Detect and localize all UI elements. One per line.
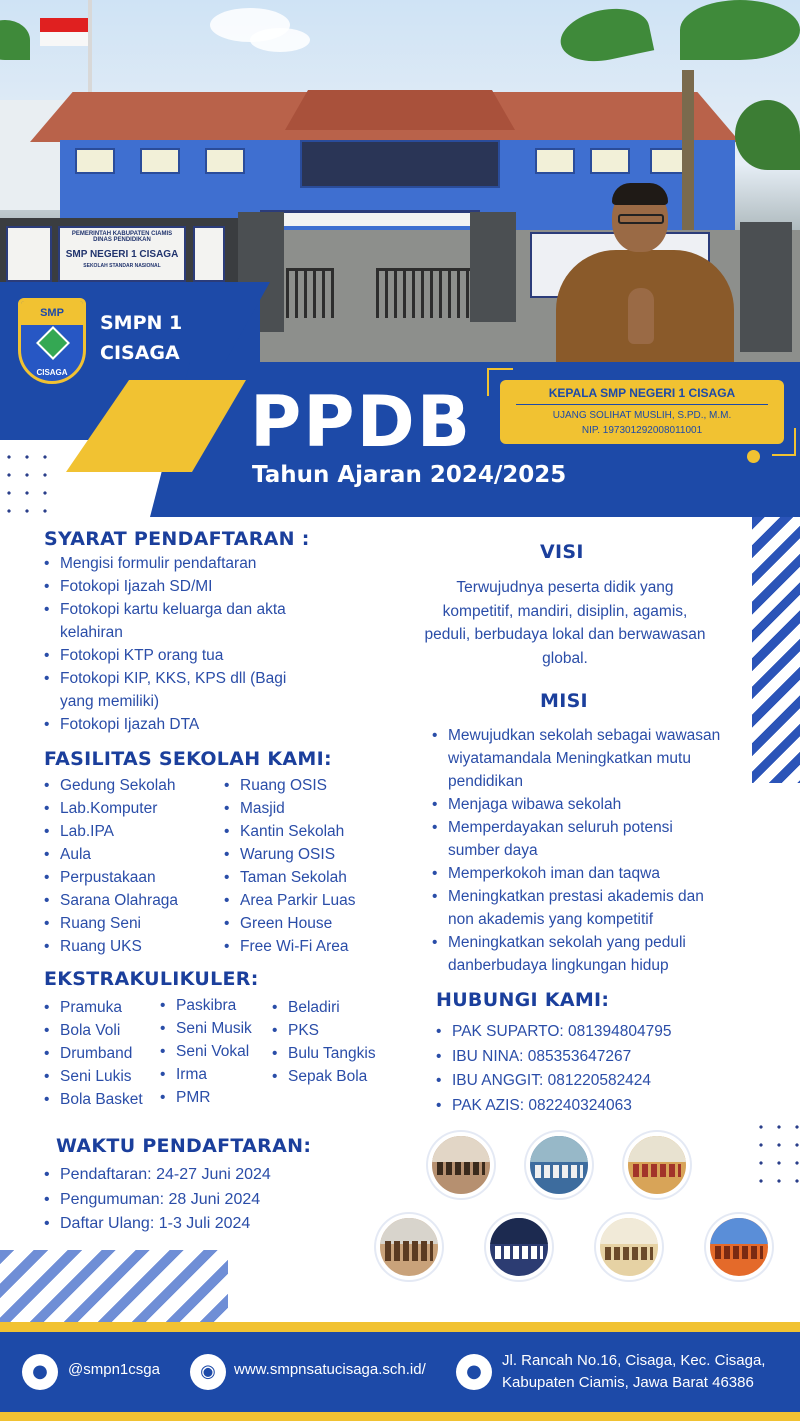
page-title: PPDB xyxy=(250,381,473,463)
list-item: • Lab.Komputer xyxy=(44,797,224,820)
window xyxy=(75,148,115,174)
list-item: • Beladiri xyxy=(272,996,400,1019)
list-item: • Fotokopi kartu keluarga dan akta kelahiran xyxy=(44,598,304,644)
palm-leaf xyxy=(556,1,654,69)
flag-red xyxy=(40,18,88,32)
sign-line4: SEKOLAH STANDAR NASIONAL xyxy=(83,263,161,269)
list-item: • Meningkatkan prestasi akademis dan non akademis yang kompetitif xyxy=(432,885,722,931)
list-item: • Bulu Tangkis xyxy=(272,1042,400,1065)
list-item: • PKS xyxy=(272,1019,400,1042)
list-item: • Pramuka xyxy=(44,996,162,1019)
roof-center xyxy=(285,90,515,130)
gate xyxy=(376,268,470,318)
school-name-line2: CISAGA xyxy=(100,342,180,364)
footer-accent xyxy=(0,1412,800,1421)
list-item: • Mewujudkan sekolah sebagai wawasan wiyatamandala Meningkatkan mutu pendidikan xyxy=(432,724,722,793)
school-logo xyxy=(18,298,86,384)
palm-leaf xyxy=(0,20,30,60)
ekstra-list-3 xyxy=(272,996,400,1088)
visi-text: Terwujudnya peserta didik yang kompetitif, mandiri, disiplin, agamis, peduli, berbudaya lokal dan berwawasan global. xyxy=(424,579,706,667)
list-item: • Taman Sekolah xyxy=(224,866,404,889)
list-item: • Seni Vokal xyxy=(160,1040,272,1063)
list-item: • Seni Musik xyxy=(160,1017,272,1040)
list-item: • Pengumuman: 28 Juni 2024 xyxy=(44,1188,344,1213)
academic-year: Tahun Ajaran 2024/2025 xyxy=(252,462,567,488)
list-item: • Perpustakaan xyxy=(44,866,224,889)
syarat-list xyxy=(44,552,304,736)
list-item: • Ruang UKS xyxy=(44,935,224,958)
syarat-heading: SYARAT PENDAFTARAN : xyxy=(44,528,310,550)
list-item: • Ruang Seni xyxy=(44,912,224,935)
contact-list xyxy=(436,1020,736,1118)
gate-pillar xyxy=(470,212,516,322)
principal-role: KEPALA SMP NEGERI 1 CISAGA xyxy=(548,386,736,400)
school-name-line1: SMPN 1 xyxy=(100,312,183,334)
waktu-heading: WAKTU PENDAFTARAN: xyxy=(56,1135,312,1157)
sign-line1: PEMERINTAH KABUPATEN CIAMIS xyxy=(71,231,173,237)
ekstra-list-2 xyxy=(160,994,272,1109)
list-item: • Bola Voli xyxy=(44,1019,162,1042)
sign-emblem xyxy=(193,226,225,282)
list-item: • Free Wi-Fi Area xyxy=(224,935,404,958)
list-item: • Memperdayakan seluruh potensi sumber daya xyxy=(432,816,722,862)
list-item: • Pendaftaran: 24-27 Juni 2024 xyxy=(44,1163,344,1188)
window xyxy=(140,148,180,174)
activity-photo xyxy=(526,1132,592,1198)
list-item: • Daftar Ulang: 1-3 Juli 2024 xyxy=(44,1212,344,1237)
dot-pattern xyxy=(0,448,48,518)
list-item: • Drumband xyxy=(44,1042,162,1065)
gate xyxy=(286,268,334,318)
activity-photo xyxy=(706,1214,772,1280)
list-item: • Green House xyxy=(224,912,404,935)
list-item: • Sarana Olahraga xyxy=(44,889,224,912)
principal-name: UJANG SOLIHAT MUSLIH, S.PD., M.M. xyxy=(552,410,732,421)
footer-accent xyxy=(0,1322,800,1332)
list-item: • Masjid xyxy=(224,797,404,820)
list-item: • Meningkatkan sekolah yang peduli danberbudaya lingkungan hidup xyxy=(432,931,722,977)
instagram-icon: ● xyxy=(22,1354,58,1390)
canopy xyxy=(260,210,480,226)
hubungi-heading: HUBUNGI KAMI: xyxy=(436,989,610,1011)
contact-item: • IBU NINA: 085353647267 xyxy=(436,1045,736,1070)
list-item: • Menjaga wibawa sekolah xyxy=(432,793,722,816)
fasilitas-list-left xyxy=(44,774,224,958)
fasilitas-list-right xyxy=(224,774,404,958)
contact-item: • PAK SUPARTO: 081394804795 xyxy=(436,1020,736,1045)
list-item: • Paskibra xyxy=(160,994,272,1017)
center-window xyxy=(300,140,500,188)
list-item: • Fotokopi KTP orang tua xyxy=(44,644,304,667)
address-line1: Jl. Rancah No.16, Cisaga, Kec. Cisaga, xyxy=(502,1352,766,1369)
window xyxy=(205,148,245,174)
divider xyxy=(516,404,768,405)
sign-line3: SMP NEGERI 1 CISAGA xyxy=(65,249,179,260)
palm-leaf xyxy=(680,0,800,60)
school-name xyxy=(100,308,182,368)
list-item: • Seni Lukis xyxy=(44,1065,162,1088)
tree xyxy=(735,100,800,170)
address-line2: Kabupaten Ciamis, Jawa Barat 46386 xyxy=(502,1374,754,1391)
principal-card xyxy=(500,380,784,444)
principal-glasses xyxy=(618,214,664,224)
list-item: • Lab.IPA xyxy=(44,820,224,843)
contact-item: • PAK AZIS: 082240324063 xyxy=(436,1094,736,1119)
list-item: • Gedung Sekolah xyxy=(44,774,224,797)
misi-list xyxy=(432,724,722,977)
sign-emblem xyxy=(6,226,52,282)
visi-heading: VISI xyxy=(540,541,584,563)
list-item: • Irma xyxy=(160,1063,272,1086)
ekstra-list-1 xyxy=(44,996,162,1111)
window xyxy=(535,148,575,174)
fasilitas-heading: FASILITAS SEKOLAH KAMI: xyxy=(44,748,332,770)
list-item: • Bola Basket xyxy=(44,1088,162,1111)
stripe-decoration xyxy=(0,1250,228,1322)
website-link[interactable]: www.smpnsatucisaga.sch.id/ xyxy=(234,1361,426,1378)
principal-nip: NIP. 197301292008011001 xyxy=(581,425,703,436)
list-item: • Sepak Bola xyxy=(272,1065,400,1088)
globe-icon: ◉ xyxy=(190,1354,226,1390)
misi-heading: MISI xyxy=(540,690,588,712)
list-item: • Ruang OSIS xyxy=(224,774,404,797)
location-pin-icon: ● xyxy=(456,1354,492,1390)
activity-photo xyxy=(624,1132,690,1198)
list-item: • Memperkokoh iman dan taqwa xyxy=(432,862,722,885)
list-item: • Kantin Sekolah xyxy=(224,820,404,843)
school-signboard xyxy=(58,226,186,282)
activity-photo xyxy=(376,1214,442,1280)
window xyxy=(590,148,630,174)
list-item: • Warung OSIS xyxy=(224,843,404,866)
waktu-list xyxy=(44,1163,344,1237)
activity-photo xyxy=(428,1132,494,1198)
principal-hands xyxy=(628,288,654,344)
logo-emblem-icon xyxy=(36,326,70,360)
list-item: • Area Parkir Luas xyxy=(224,889,404,912)
list-item: • PMR xyxy=(160,1086,272,1109)
palm-trunk xyxy=(682,70,694,230)
flag-white xyxy=(40,32,88,46)
address xyxy=(502,1350,765,1394)
activity-photo xyxy=(486,1214,552,1280)
list-item: • Fotokopi Ijazah DTA xyxy=(44,713,304,736)
list-item: • Fotokopi Ijazah SD/MI xyxy=(44,575,304,598)
sign-line2: DINAS PENDIDIKAN xyxy=(93,237,151,243)
stripe-decoration xyxy=(752,517,800,783)
list-item: • Fotokopi KIP, KKS, KPS dll (Bagi yang memiliki) xyxy=(44,667,304,713)
yellow-dot xyxy=(747,450,760,463)
contact-item: • IBU ANGGIT: 081220582424 xyxy=(436,1069,736,1094)
instagram-handle[interactable]: @smpn1csga xyxy=(68,1361,160,1378)
ekstra-heading: EKSTRAKULIKULER: xyxy=(44,968,259,990)
cloud xyxy=(250,28,310,52)
list-item: • Mengisi formulir pendaftaran xyxy=(44,552,304,575)
activity-photo xyxy=(596,1214,662,1280)
dot-pattern xyxy=(752,1118,800,1186)
list-item: • Aula xyxy=(44,843,224,866)
logo-top-text: SMP xyxy=(21,301,83,325)
gate-pillar xyxy=(740,222,792,352)
footer xyxy=(0,1332,800,1412)
logo-bottom-text: CISAGA xyxy=(36,368,68,377)
principal-hair xyxy=(612,183,668,205)
